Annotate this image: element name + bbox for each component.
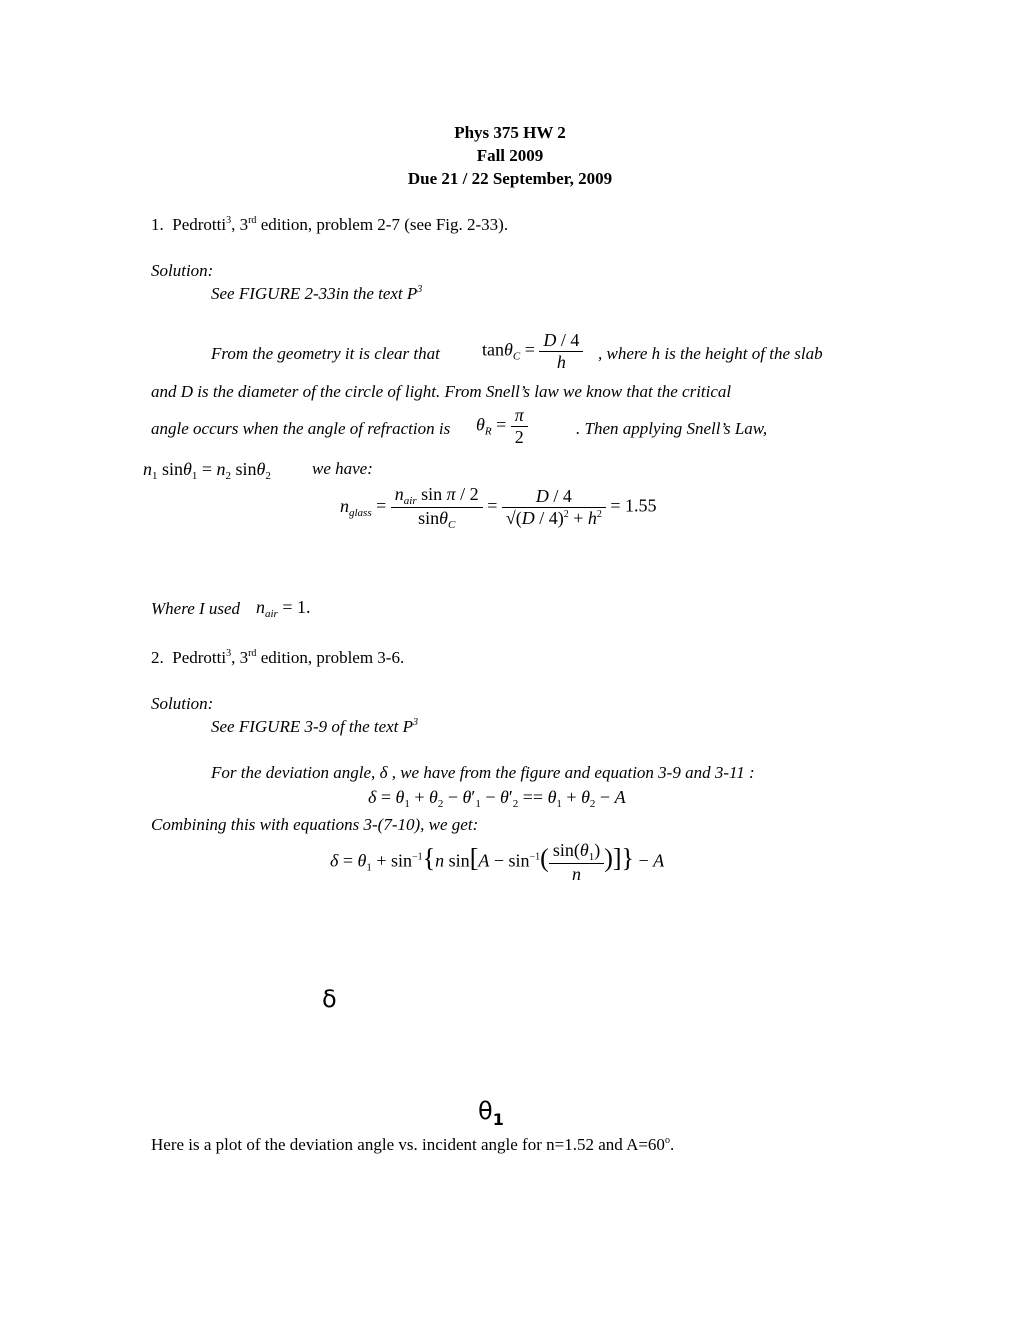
problem-1-heading — [151, 215, 508, 235]
plot-y-axis-label: δ — [322, 985, 337, 1013]
deviation-text-a: For the deviation angle, — [211, 763, 376, 782]
edition-sup: rd — [248, 648, 257, 659]
sin-theta-over-n: $\frac{\sin(\theta_1)}{n}$ — [549, 840, 604, 885]
problem-2-heading — [151, 648, 404, 668]
see-figure-text: See FIGURE 2-33in the text P — [211, 284, 418, 303]
due-date: Due 21 / 22 September, 2009 — [407, 169, 613, 188]
refraction-angle-equation: $\theta_R$ = $\frac{\pi}{2}$ — [476, 405, 528, 448]
n-glass-equation: $n_{glass}$ = $\frac{n_{air} \sin \pi / 2}{\sin\theta_C}$ = $\frac{D / 4}{√(D / 4)^2 + h^2}$ = 1.55 — [340, 484, 657, 531]
ref-sup: 3 — [226, 648, 232, 659]
see-figure-text: See FIGURE 3-9 of the text P — [211, 717, 414, 736]
edition-num: , 3 — [231, 648, 249, 667]
text-line-c-a: angle occurs when the angle of refraction is — [151, 419, 451, 438]
ref-sup: 3 — [226, 215, 232, 226]
deviation-text-b: , we have from the figure and equation 3-9 and 3-11 : — [391, 763, 755, 782]
where-used-end: . — [306, 597, 311, 617]
tan-equation: tanθ$_C$ = $\frac{D / 4}{h}$ — [482, 330, 583, 373]
geometry-line-b: , where h is the height of the slab — [598, 344, 823, 363]
plot-caption — [151, 1135, 674, 1155]
edition-num: , 3 — [231, 215, 249, 234]
plot-x-axis-label — [478, 1097, 504, 1129]
where-used-text: Where I used — [151, 599, 241, 618]
problem-text: edition, problem 2-7 (see Fig. 2-33). — [256, 215, 509, 234]
we-have: we have: — [312, 459, 373, 478]
solution-label: Solution: — [151, 261, 214, 280]
combining-line: Combining this with equations 3-(7-10), we get: — [151, 815, 479, 834]
pi-over-2: $\frac{\pi}{2}$ — [511, 405, 528, 448]
see-figure-line — [211, 284, 422, 304]
caption-sup: o — [664, 1135, 670, 1146]
plot-x-axis-sub: 1 — [492, 1110, 504, 1129]
see-figure-line — [211, 717, 418, 737]
caption-end: . — [669, 1135, 675, 1154]
deviation-line: For the deviation angle, δ , we have from the figure and equation 3-9 and 3-11 : — [211, 763, 755, 782]
problem-text: edition, problem 3-6. — [256, 648, 405, 667]
problem-number: 2. — [151, 648, 164, 667]
glass-fraction-2: $\frac{D / 4}{√(D / 4)^2 + h^2}$ — [502, 486, 606, 529]
glass-result: = 1.55 — [610, 495, 657, 516]
text-line-b: and D is the diameter of the circle of light. From Snell’s law we know that the critical — [151, 382, 732, 401]
author: Pedrotti — [172, 215, 227, 234]
combined-equation: $\delta = \theta_1 + \sin^{-1}\{n$ $\sin[A - \sin^{-1}$( $\frac{\sin(\theta_1)}{n}$ )]} − A — [330, 840, 665, 884]
author: Pedrotti — [172, 648, 227, 667]
edition-sup: rd — [248, 215, 257, 226]
glass-fraction-1: $\frac{n_{air} \sin \pi / 2}{\sin\theta_C}$ — [391, 484, 483, 531]
where-used-line — [151, 599, 240, 619]
term-line: Fall 2009 — [476, 146, 544, 165]
deviation-equation: $\delta = \theta_1 + \theta_2 - \theta'_1 - \theta'_2 == \theta_1 + \theta_2 - A$ — [368, 787, 626, 810]
plot-x-axis-symbol: θ — [478, 1097, 493, 1125]
caption-text: Here is a plot of the deviation angle vs. incident angle for n=1.52 and A=60 — [151, 1135, 665, 1154]
page-title: Phys 375 HW 2 — [454, 123, 566, 142]
n-air-equation: $n_{air} = 1$. — [256, 597, 311, 620]
see-figure-sup: 3 — [413, 717, 419, 728]
text-line-c-b: . Then applying Snell’s Law, — [576, 419, 768, 438]
solution-label: Solution: — [151, 694, 214, 713]
problem-number: 1. — [151, 215, 164, 234]
see-figure-sup: 3 — [417, 284, 423, 295]
n-air-value: = 1 — [282, 597, 306, 617]
tan-fraction: $\frac{D / 4}{h}$ — [539, 330, 583, 373]
geometry-line-a: From the geometry it is clear that — [211, 344, 440, 363]
snell-law-equation: $n_1$ $\sin\theta_1 = n_2$ sinθ$_2$ — [143, 459, 271, 482]
